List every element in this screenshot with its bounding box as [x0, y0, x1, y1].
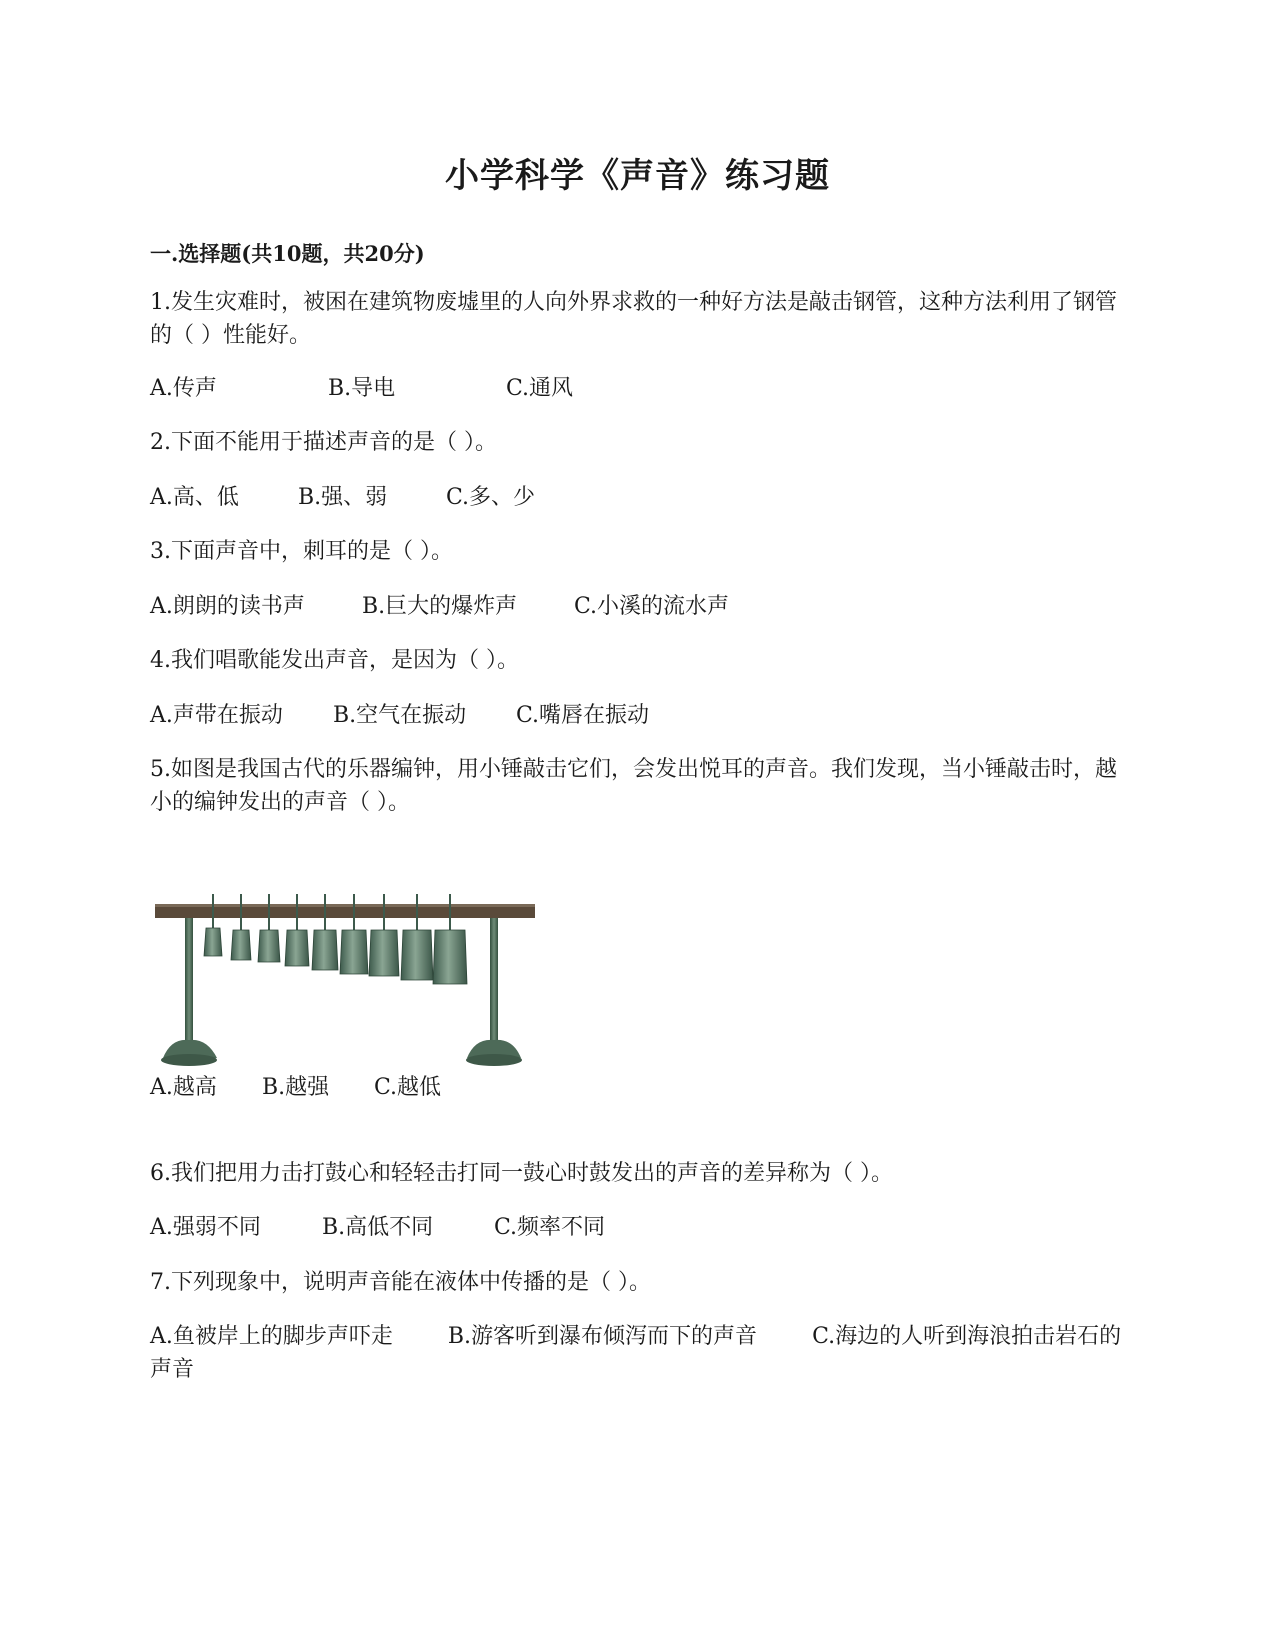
bianzhong-image — [155, 888, 535, 1078]
question-4-option-b: B.空气在振动 — [333, 703, 467, 728]
question-2-option-b: B.强、弱 — [298, 485, 388, 510]
question-7-stem: 7.下列现象中，说明声音能在液体中传播的是（ ）。 — [150, 1270, 651, 1295]
question-7-option-c: C.海边的人听到海浪拍击岩石的声音 — [150, 1324, 1122, 1382]
question-1-option-a: A.传声 — [150, 376, 217, 401]
question-1-stem: 1.发生灾难时，被困在建筑物废墟里的人向外界求救的一种好方法是敲击钢管，这种方法利用了钢管的（ ）性能好。 — [150, 290, 1117, 348]
question-6-option-c: C.频率不同 — [494, 1215, 606, 1240]
question-2-option-c: C.多、少 — [446, 485, 536, 510]
question-2-options — [150, 481, 1125, 514]
question-5-option-b: B.越强 — [262, 1075, 330, 1100]
question-6-option-a: A.强弱不同 — [150, 1215, 261, 1240]
question-5-option-c: C.越低 — [374, 1075, 442, 1100]
question-6-options — [150, 1211, 1125, 1244]
question-3-option-b: B.巨大的爆炸声 — [362, 594, 518, 619]
question-5-options — [150, 1071, 1125, 1104]
page-title: 小学科学《声音》练习题 — [445, 156, 830, 196]
question-7-options — [150, 1320, 1125, 1386]
question-2-stem: 2.下面不能用于描述声音的是（ ）。 — [150, 430, 497, 455]
question-2-option-a: A.高、低 — [150, 485, 239, 510]
question-3-options — [150, 590, 1125, 623]
section-heading: 一.选择题(共10题，共20分) — [150, 241, 425, 266]
question-1-option-b: B.导电 — [328, 376, 396, 401]
question-6-option-b: B.高低不同 — [322, 1215, 434, 1240]
question-3-option-a: A.朗朗的读书声 — [150, 594, 305, 619]
question-3-option-c: C.小溪的流水声 — [574, 594, 730, 619]
question-5-option-a: A.越高 — [150, 1075, 217, 1100]
question-4-option-c: C.嘴唇在振动 — [516, 703, 650, 728]
question-3-stem: 3.下面声音中，刺耳的是（ ）。 — [150, 539, 453, 564]
question-7-option-a: A.鱼被岸上的脚步声吓走 — [150, 1324, 393, 1349]
question-1-options — [150, 372, 1125, 405]
question-7-option-b: B.游客听到瀑布倾泻而下的声音 — [447, 1324, 758, 1349]
question-6-stem: 6.我们把用力击打鼓心和轻轻击打同一鼓心时鼓发出的声音的差异称为（ ）。 — [150, 1161, 893, 1186]
question-4-options — [150, 699, 1125, 732]
question-5-stem: 5.如图是我国古代的乐器编钟，用小锤敲击它们，会发出悦耳的声音。我们发现，当小锤敲击时，越小的编钟发出的声音（ ）。 — [150, 757, 1117, 815]
question-1-option-c: C.通风 — [506, 376, 574, 401]
question-4-stem: 4.我们唱歌能发出声音，是因为（ ）。 — [150, 648, 519, 673]
question-4-option-a: A.声带在振动 — [150, 703, 283, 728]
